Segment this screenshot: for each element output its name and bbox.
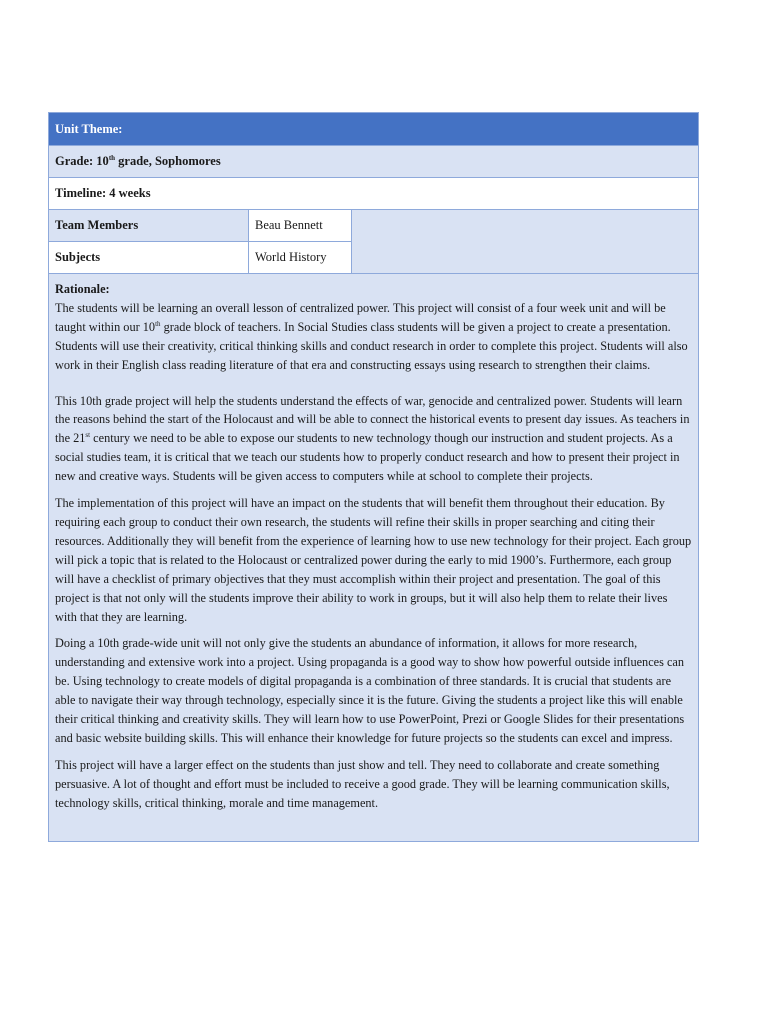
rationale-p1-superscript: th (155, 319, 161, 328)
team-members-value: Beau Bennett (249, 210, 352, 242)
unit-theme-row (49, 113, 699, 146)
rationale-paragraph-3: The implementation of this project will have an impact on the students that will benefit them throughout their education. By requiring each group to conduct their own research, the students will refine their skills in proper searching and citing their resources. Additionally they will benefit from the experience of learning how to use new technology for their project. Each group will pick a topic that is related to the Holocaust or centralized power during the early to mid 1900’s. Furthermore, each group will have a checklist of primary objectives that they must accomplish within their project and presentation. The goal of this project is that not only will the students improve their ability to work in groups, but it will also help them to relate their lives with that they are learning. (55, 496, 692, 624)
grade-label: Grade: 10 (55, 154, 109, 168)
timeline-row (49, 178, 699, 210)
rationale-p2-text-b: century we need to be able to expose our students to new technology though our instruction and student projects. As a social studies team, it is critical that we teach our students how to properly conduct research and how to present their project in new and creative ways. Students will be given access to computers while at school to complete their projects. (55, 431, 680, 484)
unit-plan-document (48, 112, 698, 842)
rationale-cell (49, 274, 699, 842)
rationale-paragraph-4: Doing a 10th grade-wide unit will not only give the students an abundance of information, it allows for more research, understanding and extensive work into a project. Using propaganda is a good way to show how powerful outside influences can be. Using technology to create models of digital propaganda is a combination of three standards. It is crucial that students are able to navigate their way through technology, especially since it is the future. Giving the students a project like this will enable their critical thinking and creativity skills. They will learn how to use PowerPoint, Prezi or Google Slides for their presentations and basic website building skills. This will enhance their knowledge for future projects so the students can excel and impress. (55, 636, 685, 745)
subjects-value: World History (249, 242, 352, 274)
rationale-paragraph-2 (55, 392, 692, 487)
subjects-label: Subjects (49, 242, 249, 274)
team-empty-cell (352, 210, 699, 274)
grade-row (49, 146, 699, 178)
timeline-cell: Timeline: 4 weeks (49, 178, 699, 210)
rationale-row (49, 274, 699, 842)
unit-theme-label: Unit Theme: (49, 113, 699, 146)
grade-rest: grade, Sophomores (115, 154, 221, 168)
rationale-p2-superscript: st (85, 431, 91, 440)
rationale-p1-text-a: The students will be learning an overall lesson of centralized power. This project will consist of a four week unit and will be taught within our 10 (55, 300, 666, 334)
rationale-paragraph-1 (55, 299, 692, 375)
team-members-label: Team Members (49, 210, 249, 242)
rationale-p2-text-a: This 10th grade project will help the students understand the effects of war, genocide and centralized power. Students will learn the reasons behind the start of the Holocaust and will be able to connect the historical events to present day issues. As teachers in the 21 (55, 393, 690, 446)
rationale-heading: Rationale: (55, 282, 110, 296)
rationale-p1-text-b: grade block of teachers. In Social Studies class students will be given a project to create a presentation. Students will use their creativity, critical thinking skills and conduct research in order to complete this project. Students will also work in their English class reading literature of that era and constructing essays using research to strengthen their claims. (55, 319, 688, 372)
team-members-row (49, 210, 699, 242)
unit-plan-table (48, 112, 699, 842)
grade-superscript: th (108, 153, 116, 162)
rationale-paragraph-5: This project will have a larger effect on the students than just show and tell. They need to collaborate and create something persuasive. A lot of thought and effort must be included to receive a good grade. They will be learning communication skills, technology skills, critical thinking, morale and time management. (55, 757, 670, 810)
grade-cell (49, 146, 699, 178)
